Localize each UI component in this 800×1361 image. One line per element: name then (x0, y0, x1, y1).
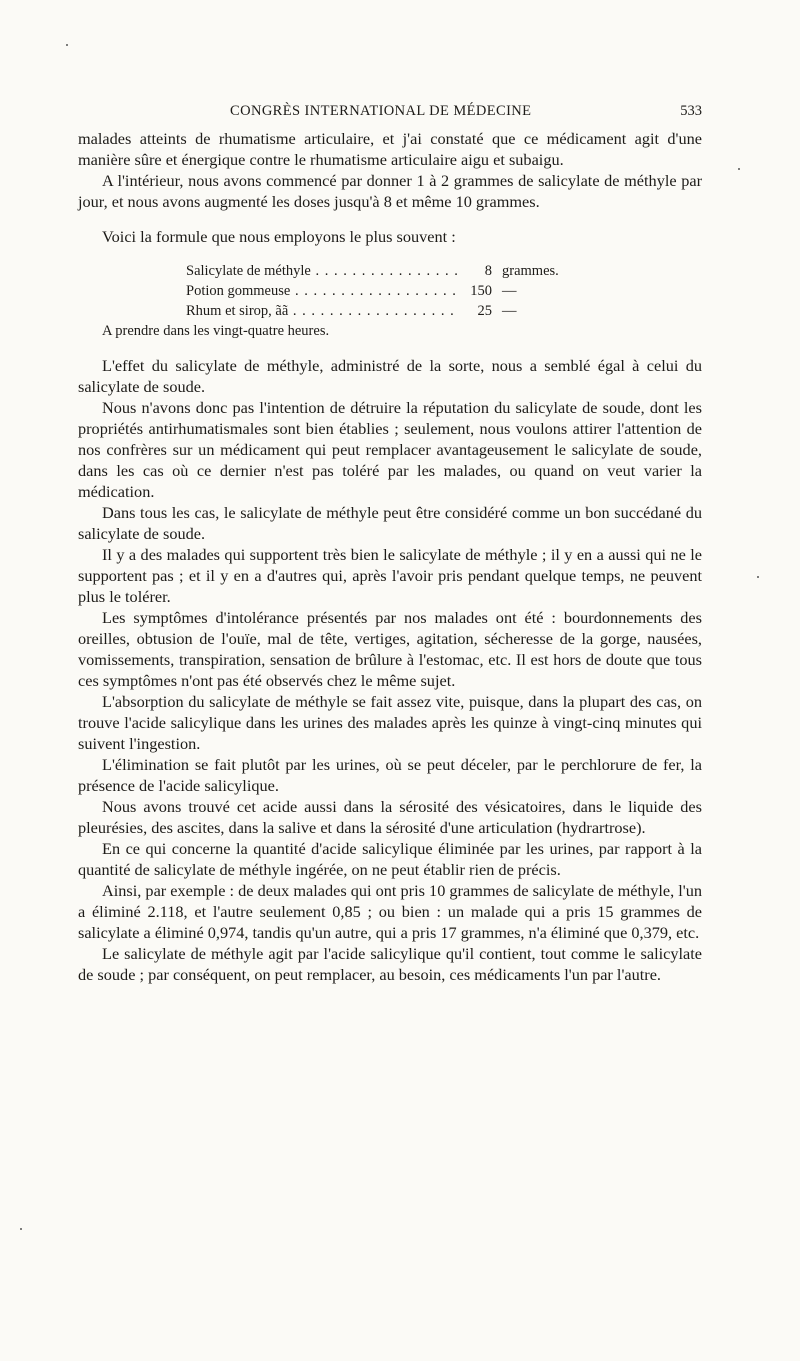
formula-row (186, 301, 586, 321)
running-head: CONGRÈS INTERNATIONAL DE MÉDECINE (230, 103, 532, 119)
formula-unit: — (502, 283, 517, 299)
page-number: 533 (680, 103, 702, 119)
formula-quantity: 25 (477, 303, 492, 319)
formula-row (186, 281, 586, 301)
paragraph: L'effet du salicylate de méthyle, administré de la sorte, nous a semblé égal à celui du salicylate de soude. (78, 356, 702, 396)
paragraph: malades atteints de rhumatisme articulaire, et j'ai constaté que ce médicament agit d'une manière sûre et énergique contre le rhumatisme articulaire aigu et subaigu. (78, 129, 702, 169)
formula-unit: — (502, 303, 517, 319)
print-speck (66, 44, 68, 46)
formula-note: A prendre dans les vingt-quatre heures. (102, 323, 330, 339)
formula-row (186, 261, 586, 281)
formula-quantity: 8 (484, 263, 492, 279)
formula-ingredient: Salicylate de méthyle . . . (186, 261, 458, 281)
print-speck (757, 576, 759, 578)
formula-quantity: 150 (470, 283, 492, 299)
print-speck (20, 1228, 22, 1230)
paragraph: L'élimination se fait plutôt par les urines, où se peut déceler, par le perchlorure de fer, la présence de l'acide salicylique. (78, 755, 702, 795)
paragraph: Le salicylate de méthyle agit par l'acide salicylique qu'il contient, tout comme le salicylate de soude ; par conséquent, on peut remplacer, au besoin, ces médicaments l'un par l'autre. (78, 944, 702, 984)
paragraph: Ainsi, par exemple : de deux malades qui ont pris 10 grammes de salicylate de méthyle, l'un a éliminé 2.118, et l'autre seulement 0,85 ; ou bien : un malade qui a pris 15 grammes de salicylate a éliminé 0,974, tandis qu'un autre, qui a pris 17 grammes, n'a éliminé que 0,379, etc. (78, 881, 702, 942)
paragraph: Il y a des malades qui supportent très bien le salicylate de méthyle ; il y en a aussi qui ne le supportent pas ; et il y en a d'autres qui, après l'avoir pris pendant quelque temps, ne peuvent plus le tolérer. (78, 545, 702, 606)
paragraph: Nous n'avons donc pas l'intention de détruire la réputation du salicylate de soude, dont les propriétés antirhumatismales sont bien établies ; seulement, nous voulons attirer l'attention de nos confrères sur un médicament qui peut remplacer avantageusement le salicylate de soude, dans les cas où ce dernier n'est pas toléré par les malades, ou quand on veut varier la médication. (78, 398, 702, 501)
page-header (78, 103, 702, 125)
paragraph: Les symptômes d'intolérance présentés par nos malades ont été : bourdonnements des oreilles, obtusion de l'ouïe, mal de tête, vertiges, agitation, sécheresse de la gorge, nausées, vomissements, transpiration, sensation de brûlure à l'estomac, etc. Il est hors de doute que tous ces symptômes n'ont pas été observés chez le même sujet. (78, 608, 702, 690)
paragraph: En ce qui concerne la quantité d'acide salicylique éliminée par les urines, par rapport à la quantité de salicylate de méthyle ingérée, on ne peut établir rien de précis. (78, 839, 702, 879)
paragraph: Dans tous les cas, le salicylate de méthyle peut être considéré comme un bon succédané du salicylate de soude. (78, 503, 702, 543)
print-speck (738, 168, 740, 170)
formula-unit: grammes. (502, 263, 559, 279)
page-body (78, 128, 702, 985)
paragraph: Nous avons trouvé cet acide aussi dans la sérosité des vésicatoires, dans le liquide des pleurésies, des ascites, dans la salive et dans la sérosité d'une articulation (hydrartrose). (78, 797, 702, 837)
formula-ingredient: Rhum et sirop, ãã . . . (186, 301, 458, 321)
paragraph: A l'intérieur, nous avons commencé par donner 1 à 2 grammes de salicylate de méthyle par jour, et nous avons augmenté les doses jusqu'à 8 et même 10 grammes. (78, 171, 702, 211)
paragraph: Voici la formule que nous employons le plus souvent : (102, 227, 456, 246)
paragraph: L'absorption du salicylate de méthyle se fait assez vite, puisque, dans la plupart des cas, on trouve l'acide salicylique dans les urines des malades après les quinze à vingt-cinq minutes qui suivent l'ingestion. (78, 692, 702, 753)
formula-ingredient: Potion gommeuse . . . (186, 281, 458, 301)
prescription-formula (186, 261, 586, 321)
